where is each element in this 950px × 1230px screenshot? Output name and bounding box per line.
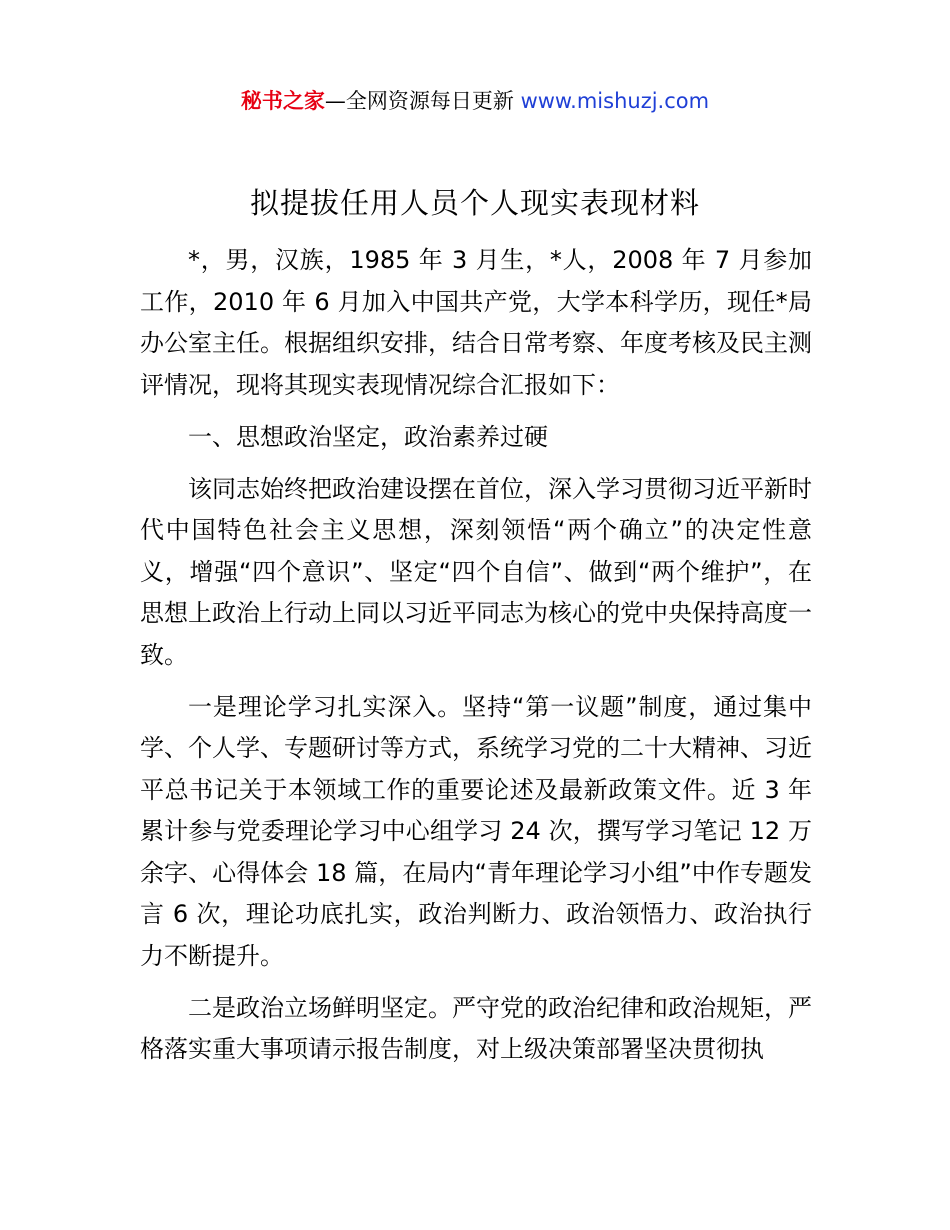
document-title: 拟提拔任用人员个人现实表现材料 xyxy=(249,186,700,220)
document-body xyxy=(140,240,812,1081)
section-heading: 一、思想政治坚定，政治素养过硬 xyxy=(188,422,548,451)
body-paragraph: 该同志始终把政治建设摆在首位，深入学习贯彻习近平新时代中国特色社会主义思想，深刻领悟“两个确立”的决定性意义，增强“四个意识”、坚定“四个自信”、做到“两个维护”，在思想上政治上行动上同以习近平同志为核心的党中央保持高度一致。 xyxy=(140,474,812,669)
body-paragraph: 一是理论学习扎实深入。坚持“第一议题”制度，通过集中学、个人学、专题研讨等方式，系统学习党的二十大精神、习近平总书记关于本领域工作的重要论述及最新政策文件。近 3 年累计参与党委理论学习中心组学习 24 次，撰写学习笔记 12 万余字、心得体会 18 篇，在局内“青年理论学习小组”中作专题发言 6 次，理论功底扎实，政治判断力、政治领悟力、政治执行力不断提升。 xyxy=(140,692,812,970)
body-paragraph: 二是政治立场鲜明坚定。严守党的政治纪律和政治规矩，严格落实重大事项请示报告制度，对上级决策部署坚决贯彻执 xyxy=(140,993,812,1063)
site-header xyxy=(0,86,950,116)
intro-paragraph: *，男，汉族，1985 年 3 月生，*人，2008 年 7 月参加工作，2010 年 6 月加入中国共产党，大学本科学历，现任*局办公室主任。根据组织安排，结合日常考察、年度考核及民主测评情况，现将其现实表现情况综合汇报如下： xyxy=(140,246,812,399)
site-url-link[interactable]: www.mishuzj.com xyxy=(520,89,710,113)
site-brand: 秘书之家 xyxy=(240,89,325,113)
site-tagline: —全网资源每日更新 xyxy=(324,89,521,113)
